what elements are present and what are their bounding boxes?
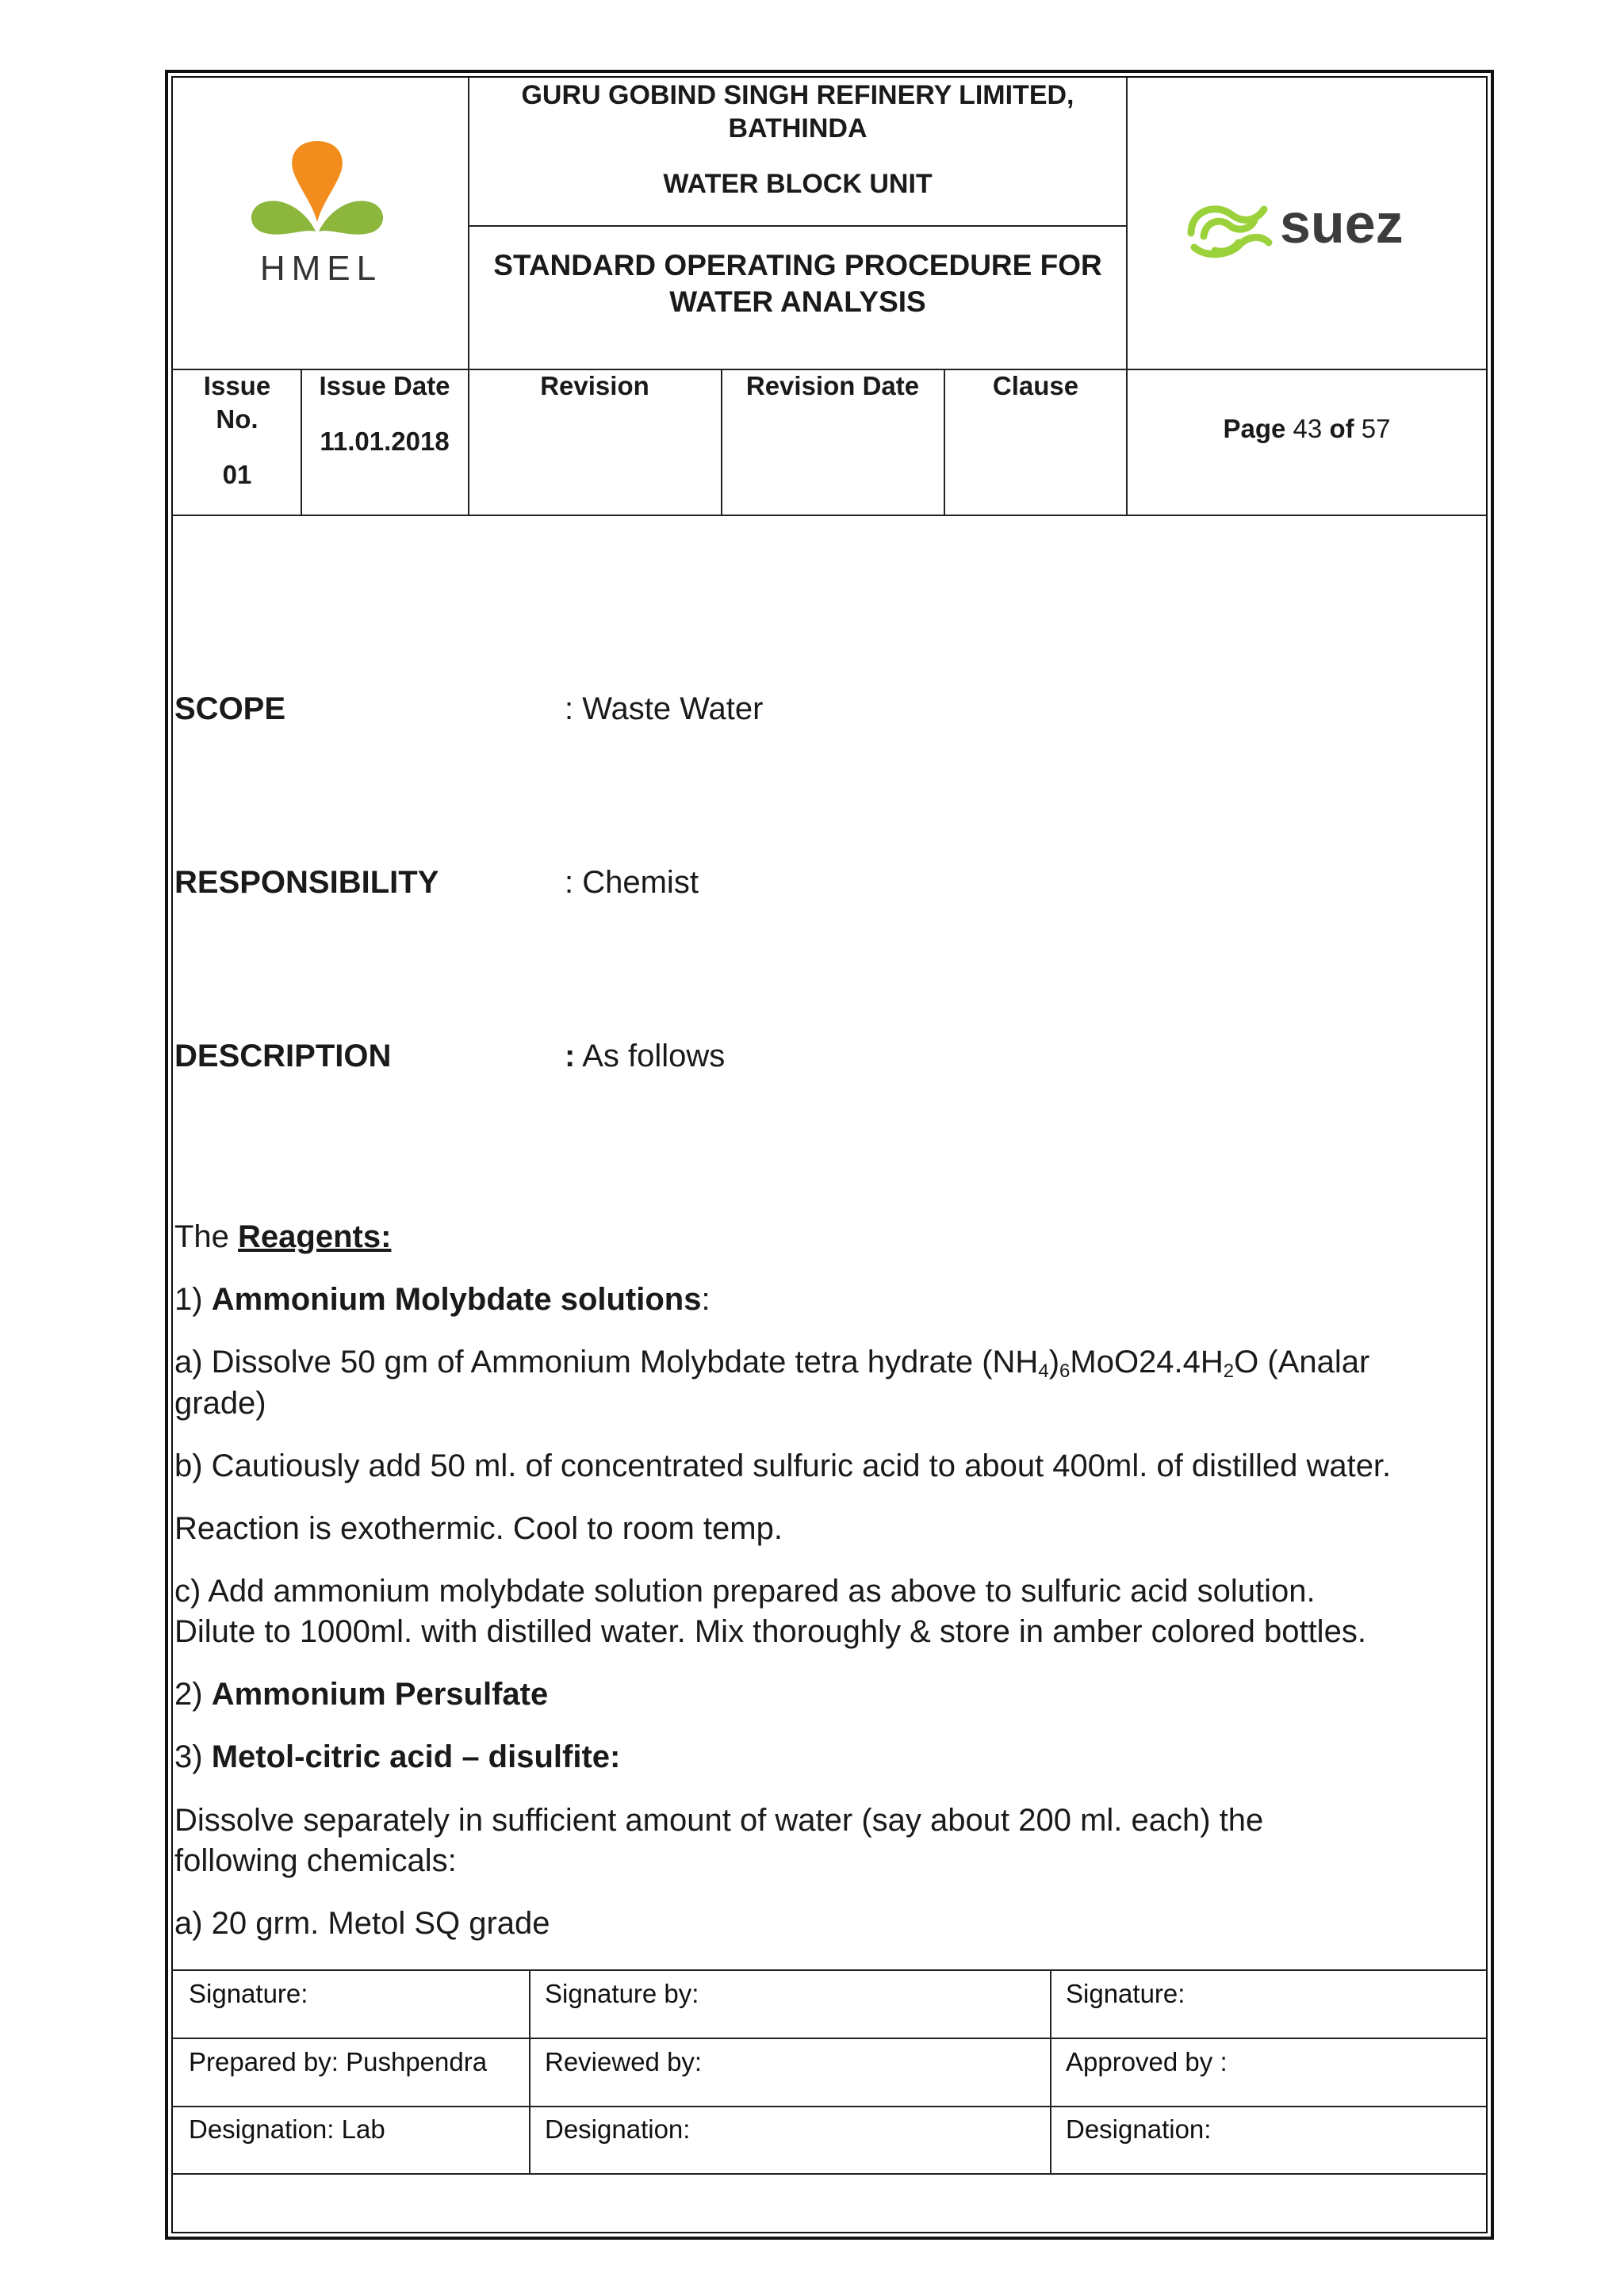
footer-prepared-by: Prepared by: Pushpendra xyxy=(189,2047,488,2076)
step-1a-sub-2: 6 xyxy=(1059,1360,1071,1382)
header-line-bottom xyxy=(173,515,1486,516)
revision-date-label: Revision Date xyxy=(745,371,920,400)
reagents-prefix: The xyxy=(174,1219,239,1254)
step-1a-text-1: a) Dissolve 50 gm of Ammonium Molybdate tetra hydrate (NH xyxy=(174,1345,1039,1380)
reagents-heading: Reagents: xyxy=(238,1219,392,1254)
footer-vline-2 xyxy=(1050,1969,1051,2175)
description-value xyxy=(565,1039,725,1074)
issue-date-label: Issue Date xyxy=(319,371,450,400)
page-total: 57 xyxy=(1361,414,1391,443)
item-1-title: Ammonium Molybdate solutions xyxy=(211,1282,702,1317)
item-3-title: Metol-citric acid – disulfite: xyxy=(211,1739,621,1774)
footer-line-3 xyxy=(173,2173,1486,2175)
footer-designation-3: Designation: xyxy=(1066,2114,1212,2144)
footer-reviewed-by: Reviewed by: xyxy=(545,2047,703,2076)
description-colon: : xyxy=(565,1039,576,1073)
company-name-line2: BATHINDA xyxy=(728,113,868,144)
item-2-line xyxy=(174,1674,548,1715)
page-current: 43 xyxy=(1293,414,1323,443)
step-1c-line-1: c) Add ammonium molybdate solution prepared as above to sulfuric acid solution. xyxy=(174,1574,1316,1609)
clause-label: Clause xyxy=(992,371,1079,400)
page-word: Page xyxy=(1223,414,1286,443)
footer-line-1 xyxy=(173,2038,1486,2039)
description-text: As follows xyxy=(575,1039,726,1073)
step-1a-sub-3: 2 xyxy=(1223,1360,1235,1382)
step-1a-text-2: ) xyxy=(1048,1345,1060,1380)
revision-label: Revision xyxy=(540,371,649,400)
item-2-title: Ammonium Persulfate xyxy=(211,1677,549,1712)
step-3a: a) 20 grm. Metol SQ grade xyxy=(174,1906,550,1941)
footer-approved-by: Approved by : xyxy=(1066,2047,1228,2076)
company-name-line1: GURU GOBIND SINGH REFINERY LIMITED, xyxy=(521,80,1074,110)
hmel-logo-text: HMEL xyxy=(259,249,383,288)
item-2-number: 2) xyxy=(174,1677,212,1712)
sop-title-line2: WATER ANALYSIS xyxy=(669,285,926,318)
description-label: DESCRIPTION xyxy=(174,1039,392,1073)
responsibility-value: : Chemist xyxy=(565,865,699,900)
item-3-line xyxy=(174,1736,620,1777)
item-1-line xyxy=(174,1279,710,1320)
step-1b: b) Cautiously add 50 ml. of concentrated sulfuric acid to about 400ml. of distilled water. xyxy=(174,1448,1392,1483)
issue-no-label-2: No. xyxy=(216,404,259,434)
dissolve-line-2: following chemicals: xyxy=(174,1843,457,1878)
issue-date-value: 11.01.2018 xyxy=(320,427,450,456)
page-number xyxy=(1128,414,1486,444)
unit-name: WATER BLOCK UNIT xyxy=(663,169,933,199)
footer-signature-3: Signature: xyxy=(1066,1979,1185,2008)
item-3-number: 3) xyxy=(174,1739,212,1774)
suez-logo-text: suez xyxy=(1280,193,1404,254)
step-1a-line-2: grade) xyxy=(174,1386,266,1421)
footer-designation-2: Designation: xyxy=(545,2114,691,2144)
issue-no-value: 01 xyxy=(222,460,252,489)
reaction-note: Reaction is exothermic. Cool to room temp. xyxy=(174,1511,783,1546)
sop-title-line1: STANDARD OPERATING PROCEDURE FOR xyxy=(493,249,1102,281)
footer-vline-1 xyxy=(529,1969,530,2175)
scope-label: SCOPE xyxy=(174,691,286,726)
footer-designation-1: Designation: Lab xyxy=(189,2114,385,2144)
footer-line-2 xyxy=(173,2106,1486,2107)
reagents-heading-line xyxy=(174,1216,391,1257)
header-line-mid xyxy=(468,225,1128,227)
responsibility-label: RESPONSIBILITY xyxy=(174,865,439,900)
step-1a-text-4: O (Analar xyxy=(1234,1345,1370,1380)
item-1-number: 1) xyxy=(174,1282,212,1317)
footer-line-top xyxy=(173,1969,1486,1971)
page-of: of xyxy=(1329,414,1354,443)
footer-signature-1: Signature: xyxy=(189,1979,308,2008)
dissolve-line-1: Dissolve separately in sufficient amount of water (say about 200 ml. each) the xyxy=(174,1803,1264,1838)
item-1-suffix: : xyxy=(701,1282,710,1317)
step-1a xyxy=(174,1341,1369,1383)
step-1a-text-3: MoO24.4H xyxy=(1070,1345,1224,1380)
header-vline-2 xyxy=(1126,78,1128,516)
suez-logo-icon xyxy=(1175,187,1437,266)
step-1a-sub-1: 4 xyxy=(1038,1360,1049,1382)
issue-no-label-1: Issue xyxy=(203,371,271,400)
footer-signature-2: Signature by: xyxy=(545,1979,699,2008)
step-1c-line-2: Dilute to 1000ml. with distilled water. Mix thoroughly & store in amber colored bottles. xyxy=(174,1614,1366,1649)
scope-value: : Waste Water xyxy=(565,691,764,726)
